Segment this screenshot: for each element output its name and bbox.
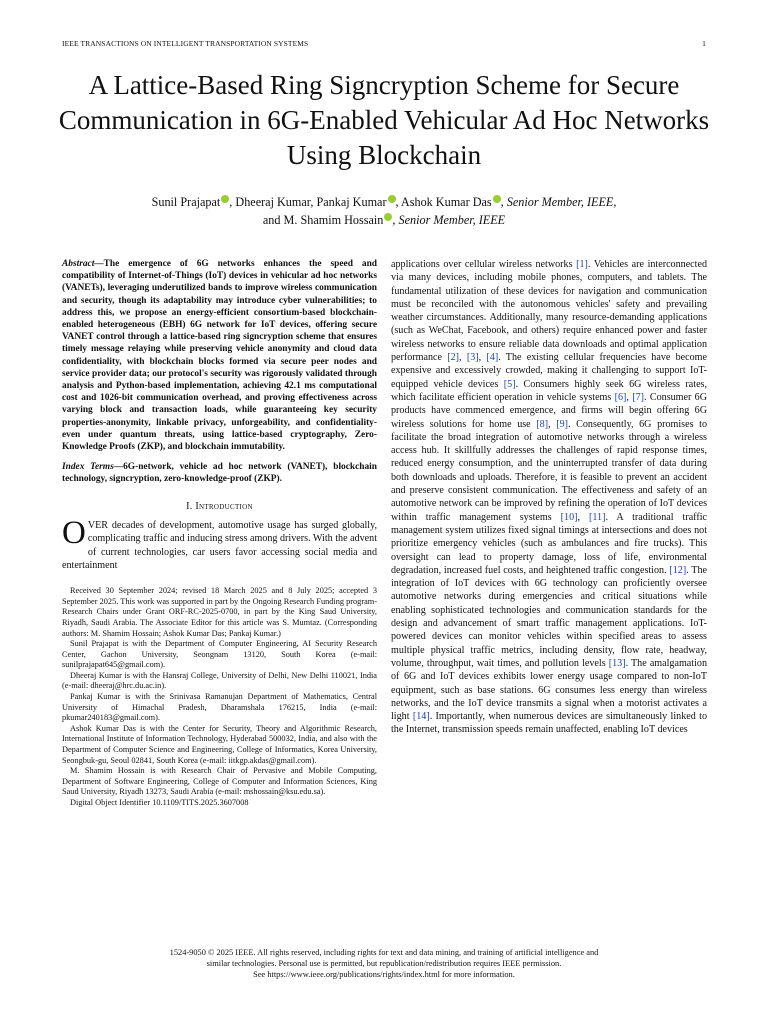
citation-link[interactable]: [7] — [632, 391, 645, 403]
citation-link[interactable]: [13] — [608, 657, 626, 669]
body-text: , — [626, 391, 633, 403]
copyright-line: similar technologies. Personal use is permitted, but republication/redistribution requires IEEE permission. — [206, 959, 562, 968]
copyright-line: See https://www.ieee.org/publications/rights/index.html for more information. — [253, 970, 515, 979]
author-name: , Ashok Kumar Das — [395, 195, 492, 209]
intro-text: VER decades of development, automotive usage has surged globally, complicating traffic and inducing stress among drivers. With the advent of current technologies, car users favor accessing social media and entertainment — [62, 519, 377, 571]
left-column — [62, 258, 377, 809]
body-text: . Vehicles are interconnected via many devices, including mobile phones, computers, and tablets. The fundamental utilization of these devices for navigation and communication must be reconciled with the autonomous vehicles' safety and prevailing weather circumstances. Additionally, many resource-demanding applications (such as WeChat, Facebook, and others) require enhanced power and faster wireless networks to ensure reliable data downloads and optimal application performance — [391, 259, 707, 364]
right-column — [391, 258, 707, 737]
author-list — [60, 193, 708, 229]
intro-paragraph — [62, 514, 377, 572]
citation-link[interactable]: [3] — [466, 352, 479, 364]
body-text: , — [478, 352, 487, 364]
drop-cap: O — [62, 514, 86, 551]
author-name: Sunil Prajapat — [151, 195, 221, 209]
citation-link[interactable]: [9] — [556, 418, 568, 430]
footnote: Ashok Kumar Das is with the Center for Security, Theory and Algorithmic Research, International Institute of Information Technology, Hyderabad 500032, India, and also with the Department of Computer Science and Engineering, College of Informatics, Korea University, Seongbuk-gu, Seoul 02841, South Korea (e-mail: iitkgp.akdas@gmail.com). — [62, 723, 377, 765]
citation-link[interactable]: [14] — [412, 711, 430, 723]
citation-link[interactable]: [10] — [560, 511, 578, 523]
footnote: M. Shamim Hossain is with Research Chair of Pervasive and Mobile Computing, Department of Software Engineering, College of Computer and Information Sciences, King Saud University, Riyadh 13273, Saudi Arabia (e-mail: mshossain@ksu.edu.sa). — [62, 766, 377, 797]
footnote: Dheeraj Kumar is with the Hansraj College, University of Delhi, New Delhi 110021, India (e-mail: dheeraj@hrc.du.ac.in). — [62, 670, 377, 691]
abstract — [62, 258, 377, 453]
footnote: Pankaj Kumar is with the Srinivasa Ramanujan Department of Mathematics, Central University of Himachal Pradesh, Dharamshala 176215, India (e-mail: pkumar240183@gmail.com). — [62, 692, 377, 723]
index-terms-text: —6G-network, vehicle ad hoc network (VANET), blockchain technology, signcryption, zero-knowledge-proof (ZKP). — [62, 462, 378, 485]
abstract-text: —The emergence of 6G networks enhances the speed and compatibility of Internet-of-Things (IoT) devices in vehicular ad hoc networks (VANETs), leveraging underutilized bands to improve wireless communication and security, though its adaptability may introduce cyber vulnerabilities; to address this, we propose an energy-efficient consortium-based blockchain-enabled heterogeneous (EBH) 6G network for IoT devices, offering secure VANET control through a lattice-based ring signcryption scheme that ensures timely message relaying while preserving vehicle anonymity and cloud data confidentiality, with blockchain blocks formed via secure peer nodes and service provider data; our protocol's security was rigorously validated through analysis and Python-based implementation, achieving 42.1 ms computational cost and 1026-bit communication overhead, and proving effectiveness across varying block and transaction loads, while guaranteeing key security properties-anonymity, linkable privacy, unforgeability, and confidentiality-even under quantum threats, using lattice-based cryptography, Zero-Knowledge Proofs (ZKP), and blockchain immutability. — [62, 259, 377, 453]
abstract-label: Abstract — [62, 259, 95, 269]
copyright-line: 1524-9050 © 2025 IEEE. All rights reserved, including rights for text and data mining, and training of artificial intelligence and — [169, 948, 599, 957]
index-terms-label: Index Terms — [62, 462, 114, 473]
body-text: . The existing cellular frequencies have become expensive and excessively crowded, making it challenging to support IoT-equipped vehicle devices — [391, 352, 708, 390]
footnote: Sunil Prajapat is with the Department of Computer Engineering, AI Security Research Center, Gachon University, Seongnam 13120, South Korea (e-mail: sunilprajapat645@gmail.com). — [62, 639, 377, 670]
footnotes — [62, 586, 377, 808]
section-title: Introduction — [195, 500, 253, 512]
index-terms — [62, 461, 377, 485]
author-name: and M. Shamim Hossain — [262, 213, 384, 227]
author-role: , Senior Member, IEEE, — [500, 195, 617, 209]
body-paragraph — [391, 258, 707, 737]
journal-name: IEEE TRANSACTIONS ON INTELLIGENT TRANSPORTATION SYSTEMS — [62, 39, 309, 48]
author-role: , Senior Member, IEEE — [392, 213, 506, 227]
copyright-notice — [60, 947, 708, 980]
running-header — [62, 39, 706, 51]
citation-link[interactable]: [2] — [447, 352, 460, 364]
body-text: , — [577, 511, 589, 523]
body-text: , — [548, 418, 557, 430]
body-text: . The integration of IoT devices with 6G technology can proficiently oversee automotive networks during emergencies and critical situations while enabling sophisticated technologies and communication standards for the design and advancement of smart traffic management applications. IoT-powered devices can monitor vehicles within specified areas to assess multiple physical traffic metrics, including density, flow rate, headway, volume, throughput, wait times, and pollution levels — [391, 564, 707, 669]
body-text: . Consumers highly seek 6G wireless rates, which facilitate efficient operation in vehicle systems — [391, 378, 707, 403]
citation-link[interactable]: [6] — [614, 391, 627, 403]
footnote: Received 30 September 2024; revised 18 March 2025 and 8 July 2025; accepted 3 September 2025. This work was supported in part by the Ongoing Research Funding program-Research Chairs under Grant ORF-RC-2025-0700, in part by the King Saud University, Riyadh, Saudi Arabia. The Associate Editor for this article was S. Mumtaz. (Corresponding authors: M. Shamim Hossain; Ashok Kumar Das; Pankaj Kumar.) — [62, 586, 377, 638]
paper-title: A Lattice-Based Ring Signcryption Scheme for Secure Communication in 6G-Enabled Vehicular Ad Hoc Networks Using Blockchain — [58, 70, 710, 170]
orcid-icon[interactable] — [388, 195, 396, 203]
citation-link[interactable]: [12] — [669, 564, 687, 576]
citation-link[interactable]: [5] — [503, 378, 516, 390]
citation-link[interactable]: [1] — [576, 259, 588, 270]
doi[interactable]: Digital Object Identifier 10.1109/TITS.2025.3607008 — [70, 798, 249, 808]
body-text: . Consumer 6G products have commenced emergence, and firms will begin offering 6G wireless solutions for home use — [391, 391, 708, 430]
body-text: , — [459, 352, 467, 364]
citation-link[interactable]: [4] — [486, 352, 499, 364]
citation-link[interactable]: [11] — [589, 511, 606, 523]
author-name: , Dheeraj Kumar, Pankaj Kumar — [229, 195, 387, 209]
section-number: I. — [186, 500, 196, 512]
body-text: . A traditional traffic management system utilizes fixed signal timings at intersections and does not prioritize emergency vehicles (such as ambulances and fire trucks). This oversight can lead to property damage, loss of life, environmental degradation, increased fuel costs, and heightened traffic congestion. — [391, 511, 708, 576]
body-text: . Importantly, when numerous devices are simultaneously linked to the Internet, transmission speeds remain unaffected, enabling IoT devices — [391, 711, 707, 736]
body-text: . The amalgamation of 6G and IoT devices exhibits lower energy usage compared to non-IoT equipment, such as base stations. 6G consumes less energy than wireless networks, and the IoT device transmits a signal when a motorist activates a light — [391, 657, 707, 723]
citation-link[interactable]: [8] — [536, 418, 549, 430]
section-heading — [62, 500, 377, 513]
body-text: . Consequently, 6G promises to facilitate the broad integration of automotive networks through a wireless access hub. It skillfully addresses the challenges of rapid response times, reduced energy consumption, and the uninterrupted transfer of data during both downloads and uploads. Therefore, it is feasible to prevent an accident and preserve consistent communication. The effectiveness and safety of an automotive network can be improved by refining the operation of IoT devices within traffic management systems — [391, 418, 707, 523]
body-text: applications over cellular wireless networks — [391, 259, 577, 270]
orcid-icon[interactable] — [493, 195, 501, 203]
page-number: 1 — [702, 39, 706, 48]
